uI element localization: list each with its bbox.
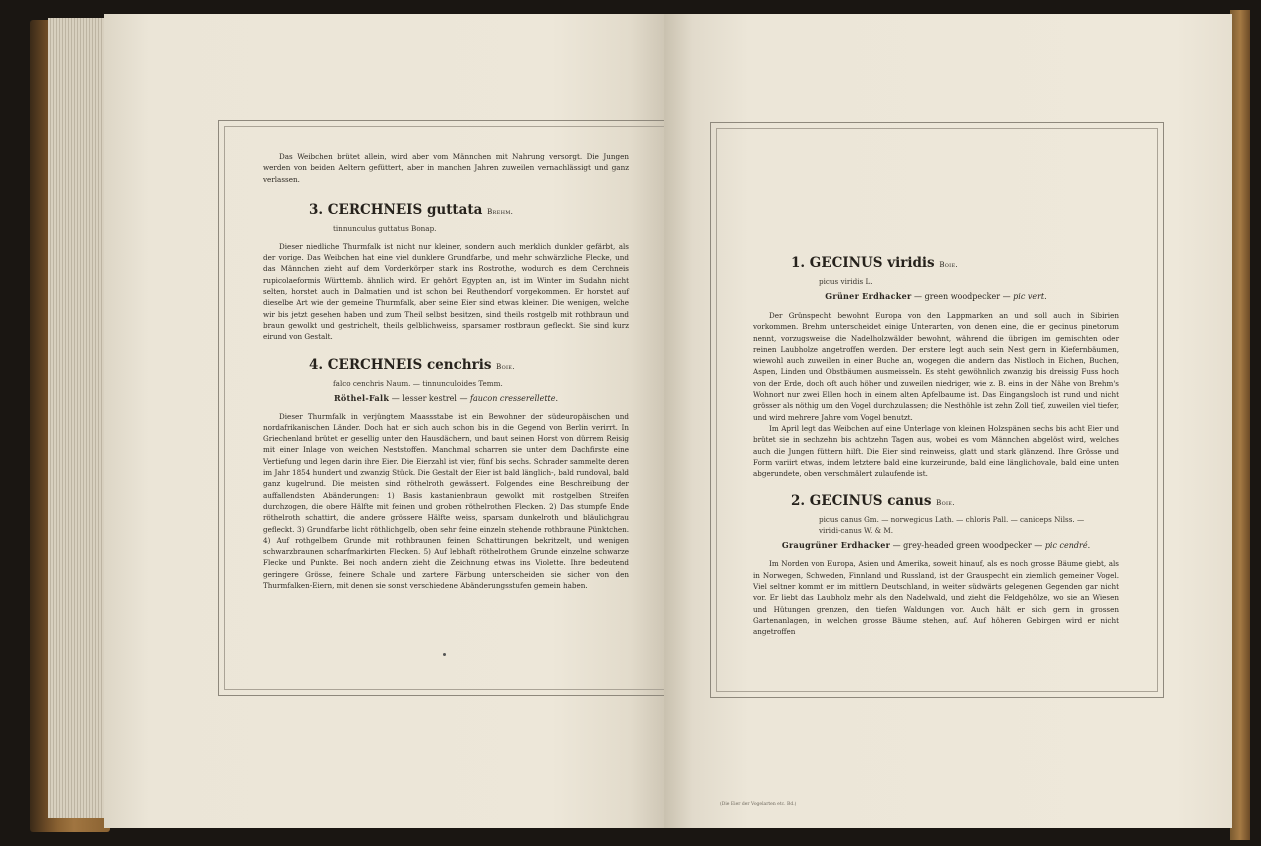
footer-note: (Die Eier der Vogelarten etc. Bd.): [720, 802, 797, 807]
common-names-line: Graugrüner Erdhacker — grey-headed green woodpecker — pic cendré.: [781, 540, 1091, 551]
book-cover-right-edge: [1230, 10, 1250, 840]
common-names-line: Röthel-Falk — lesser kestrel — faucon cresserellette.: [333, 392, 559, 403]
synonym-line: picus viridis L.: [819, 277, 873, 286]
intro-paragraph: Das Weibchen brütet allein, wird aber vom Männchen mit Nahrung versorgt. Die Jungen werden von beiden Aeltern gefüttert, aber in manchen Jahren zuweilen vernachlässigt und ganz verlassen.: [263, 152, 629, 184]
synonym-line: falco cenchris Naum. — tinnunculoides Temm.: [333, 378, 503, 388]
section-heading-gecinus-canus: 2. GECINUS canus Boie.: [791, 493, 955, 510]
right-page-frame: [710, 122, 1164, 698]
section-heading-gecinus-viridis: 1. GECINUS viridis Boie.: [791, 255, 958, 271]
right-page: [664, 14, 1232, 828]
section-heading-cerchneis-cenchris: 4. CERCHNEIS cenchris Boie.: [309, 356, 515, 373]
left-page: [104, 14, 664, 828]
left-page-frame: [218, 120, 672, 696]
page-end-ornament: [443, 653, 446, 656]
left-text-column: [263, 151, 629, 591]
synonym-line: picus canus Gm. — norwegicus Lath. — chloris Pall. — caniceps Nilss. — viridi-canus W. & M.: [819, 515, 1085, 536]
synonym-line: tinnunculus guttatus Bonap.: [333, 223, 437, 233]
section-heading-cerchneis-guttata: 3. CERCHNEIS guttata Brehm.: [309, 201, 514, 218]
common-names-line: Grüner Erdhacker — green woodpecker — pic vert.: [825, 291, 1047, 301]
section-body-cerchneis-cenchris: Dieser Thurmfalk in verjüngtem Maassstabe ist ein Bewohner der südeuropäischen und nordafrikanischen Länder. Doch hat er sich auch schon bis in die Gegend von Berlin verirrt. In Griechenland brütet er gesellig unter den Hausdächern, und baut seinen Horst von dürrem Reisig mit einer Inlage von weichen Neststoffen. Manchmal scharren sie unter dem Dachfirste eine Vertiefung und legen darin ihre Eier. Die Eierzahl ist vier, fünf bis sechs. Schrader sammelte deren im Jahr 1854 hundert und zwanzig Stück. Die Gestalt der Eier ist bald länglich-, bald rundoval, bald ganz kugelrund. Die meisten sind röthelroth gewässert. Folgendes eine Beschreibung der auffallendsten Abänderungen: 1) Basis kastanienbraun gewolkt mit rostgelben Streifen durchzogen, die obere Hälfte mit feinen und groben röthelrothen Flecken. 2) Das stumpfe Ende röthelroth schattirt, die andere grössere Hälfte weiss, sparsam dunkelroth und bläulichgrau gefleckt. 3) Grundfarbe licht röthlichgelb, oben sehr feine einzeln stehende rothbraune Pünktchen. 4) Auf rothgelbem Grunde mit rothbraunen feinen Schattirungen bekritzelt, und wenigen schwarzbraunen scharfmarkirten Flecken. 5) Auf lebhaft röthelrothem Grunde einzelne schwarze Flecke und Punkte. Bei noch andern zieht die Zeichnung etwas ins Violette. Ihre bedeutend geringere Grösse, feinere Schale und zartere Färbung unterscheiden sie sicher von den Thurmfalken-Eiern, mit denen sie sonst verschiedene Abänderungsstufen gemein haben.: [263, 411, 629, 591]
section-body-gecinus-canus: Im Norden von Europa, Asien und Amerika, soweit hinauf, als es noch grosse Bäume giebt, als in Norwegen, Schweden, Finnland und Russland, ist der Grauspecht ein ziemlich gemeiner Vogel. Viel seltner kommt er im mittlern Deutschland, in weiter südwärts gelegenen Gegenden gar nicht vor. Er liebt das Laubholz mehr als den Nadelwald, und zieht die Feldgehölze, wo sie an Wiesen und Hütungen grenzen, den tiefen Waldungen vor. Auch hält er sich gern in grossen Gartenanlagen, in welchen grosse Bäume stehen, auf. Auf höheren Gebirgen wird er nicht angetroffen: [753, 559, 1119, 637]
section-body-cerchneis-guttata: Dieser niedliche Thurmfalk ist nicht nur kleiner, sondern auch merklich dunkler gefärbt, als der vorige. Das Weibchen hat eine viel dunklere Grundfarbe, und mehr schwärzliche Flecke, und das Männchen zieht auf dem Vorderkörper stark ins Rostrothe, wodurch es dem Cerchneis rupicolaeformis Württemb. ähnlich wird. Er gehört Egypten an, ist im Winter im Sudahn nicht selten, horstet auch in Dalmatien und ist schon bei Reuthendorf vorgekommen. Er horstet auf dieselbe Art wie der gemeine Thurmfalk, aber seine Eier sind etwas kleiner. Die wenigen, welche wir bis jetzt gesehen haben und zum Theil selbst besitzen, sind theils rostgelb mit rothbraun und braun gewolkt und gestrichelt, theils gelblichweiss, sparsamer rostbraun gefleckt. Sie sind kurz eirund von Gestalt.: [263, 241, 629, 342]
section-body-gecinus-viridis-1: Der Grünspecht bewohnt Europa von den Lappmarken an und soll auch in Sibirien vorkommen. Brehm unterscheidet einige Unterarten, von denen eine, die er gecinus pinetorum nennt, vorzugsweise die Nadelholzwälder bewohnt, während die übrigen im gemischten oder reinen Laubholze angetroffen werden. Der erstere legt auch sein Nest gern in Kiefernbäumen, wiewohl auch zuweilen in einer Buche an, wogegen die andern das Nistloch in Eichen, Buchen, Aspen, Linden und Obstbäumen ausmeisseln. Es steht gewöhnlich zwanzig bis dreissig Fuss hoch von der Erde, doch oft auch höher und zuweilen niedriger, wie z. B. eins in der Nähe von Brehm's Wohnort nur zwei Ellen hoch in einem alten Apfelbaume ist. Das Eingangsloch ist rund und nicht grösser als nöthig um den Vogel durchzulassen; die Nesthöhle ist zehn Zoll tief, zuweilen viel tiefer, und wird mehrere Jahre vom Vogel benutzt.: [753, 311, 1119, 422]
right-text-column: [753, 255, 1119, 638]
section-body-gecinus-viridis-2: Im April legt das Weibchen auf eine Unterlage von kleinen Holzspänen sechs bis acht Eier und brütet sie in sechzehn bis achtzehn Tagen aus, wobei es vom Männchen abgelöst wird, welches auch die Jungen füttern hilft. Die Eier sind reinweiss, glatt und stark glänzend. Ihre Grösse und Form variirt etwas, indem letztere bald eine kurzeirunde, bald eine länglichovale, bald eine unten abgerundete, oben verschmälert zulaufende ist.: [753, 423, 1119, 479]
page-stack-edge: [48, 18, 108, 818]
